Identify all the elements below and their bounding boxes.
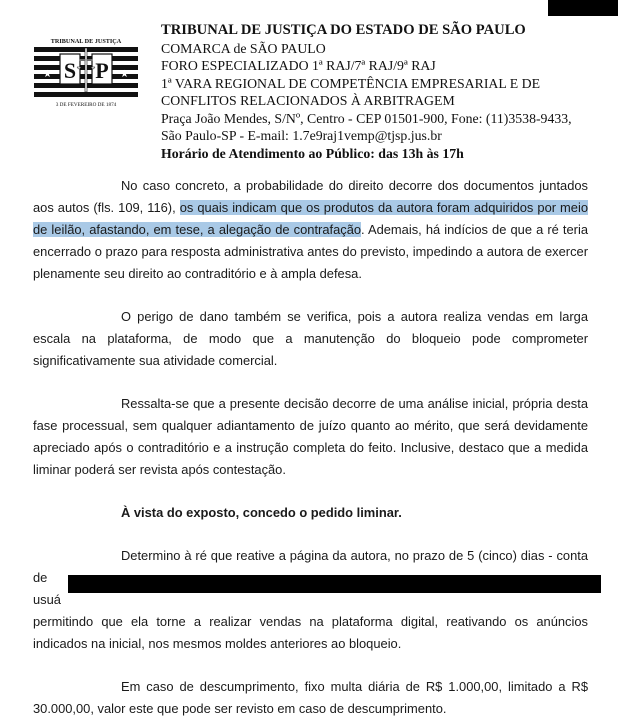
address-line-1: Praça João Mendes, S/Nº, Centro - CEP 01501-900, Fone: (11)3538-9433, bbox=[161, 110, 572, 126]
seal-left-letter: S bbox=[63, 58, 77, 83]
paragraph-ressalva bbox=[33, 393, 588, 481]
court-header bbox=[161, 22, 601, 162]
vara-line-2: CONFLITOS RELACIONADOS À ARBITRAGEM bbox=[161, 93, 455, 108]
vara-line-1: 1ª VARA REGIONAL DE COMPETÊNCIA EMPRESARIAL E DE bbox=[161, 75, 541, 91]
court-name: TRIBUNAL DE JUSTIÇA DO ESTADO DE SÃO PAULO bbox=[161, 22, 526, 38]
paragraph-perigo-dano bbox=[33, 306, 588, 372]
seal-bottom-text: 3 DE FEVEREIRO DE 1874 bbox=[55, 102, 117, 108]
p6-text: Em caso de descumprimento, fixo multa diária de R$ 1.000,00, limitado a R$ 30.000,00, valor este que pode ser revisto em caso de descumprimento. bbox=[33, 679, 588, 716]
p2-text: O perigo de dano também se verifica, pois a autora realiza vendas em larga escala na plataforma, de modo que a manutenção do bloqueio pode comprometer significativamente sua atividade comercial. bbox=[33, 309, 588, 368]
decision-body bbox=[33, 175, 588, 720]
p5-line-1: Determino à ré que reative a página da autora, no prazo de 5 (cinco) dias - conta de bbox=[33, 548, 588, 585]
redaction-box-middle bbox=[68, 575, 601, 593]
p5-rest: permitindo que ela torne a realizar vendas na plataforma digital, reativando os anúncios indicados na inicial, nos mesmos moldes anteriores ao bloqueio. bbox=[33, 614, 588, 651]
svg-text:★: ★ bbox=[120, 69, 129, 80]
paragraph-multa bbox=[33, 676, 588, 720]
p1-text-after: . Ademais, há indícios de que a ré teria encerrado o prazo para resposta administrativa antes do previsto, impedindo a autora de exercer plenamente seu direito ao contraditório e à ampla defesa. bbox=[33, 222, 588, 281]
paragraph-determinacao bbox=[33, 545, 588, 655]
p3-text: Ressalta-se que a presente decisão decorre de uma análise inicial, própria desta fase processual, sem qualquer adiantamento de juízo quanto ao mérito, que será devidamente apreciado após o contraditório e a instrução completa do feito. Inclusive, destaco que a medida liminar poderá ser revista após contestação. bbox=[33, 396, 588, 477]
address-line-2: São Paulo-SP - E-mail: 1.7e9raj1vemp@tjsp.jus.br bbox=[161, 128, 442, 143]
comarca-line: COMARCA de SÃO PAULO bbox=[161, 40, 326, 56]
paragraph-concessao: À vista do exposto, concedo o pedido liminar. bbox=[121, 505, 402, 520]
p1-text-before: No caso concreto, a probabilidade do direito decorre dos documentos juntados aos autos (fls. 109, 116), bbox=[33, 178, 588, 215]
foro-line: FORO ESPECIALIZADO 1ª RAJ/7ª RAJ/9ª RAJ bbox=[161, 58, 436, 73]
seal-top-text: TRIBUNAL DE JUSTIÇA bbox=[50, 38, 122, 45]
office-hours: Horário de Atendimento ao Público: das 13h às 17h bbox=[161, 145, 464, 161]
seal-right-letter: P bbox=[95, 58, 109, 83]
highlighted-text: os quais indicam que os produtos da autora foram adquiridos por meio de leilão, afastando, em tese, a alegação de contrafação bbox=[33, 200, 588, 237]
tjsp-seal-logo bbox=[34, 36, 138, 108]
redaction-box-top bbox=[548, 0, 618, 16]
svg-text:★: ★ bbox=[43, 69, 52, 80]
p5-fragment: usuá bbox=[33, 592, 61, 607]
paragraph-probabilidade bbox=[33, 175, 588, 285]
